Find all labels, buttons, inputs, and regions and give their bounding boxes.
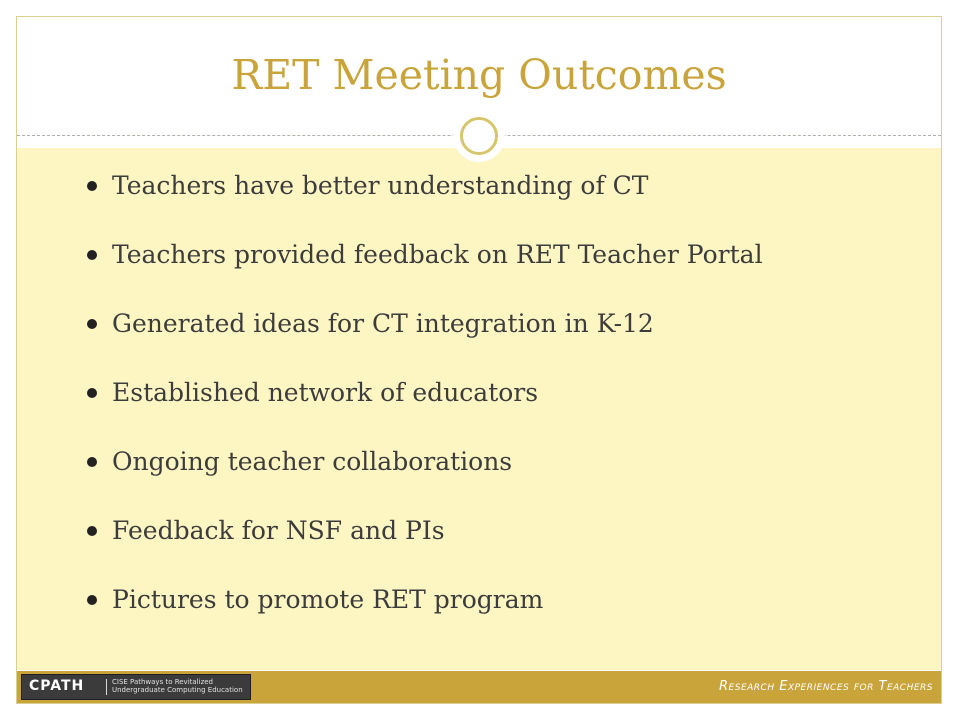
program-name: Research Experiences for Teachers [719,679,933,694]
bullet-dot-icon [87,388,97,398]
bullet-item [85,306,763,375]
bullet-item [85,444,763,513]
bullet-text: Established network of educators [112,378,539,407]
bullet-dot-icon [87,457,97,467]
bullet-text: Pictures to promote RET program [112,585,544,614]
bullet-text: Ongoing teacher collaborations [112,447,513,476]
bullet-item [85,582,763,651]
bullet-item [85,168,763,237]
logo-subtitle-line-2: Undergraduate Computing Education [112,686,243,694]
bullet-item [85,375,763,444]
bullet-item [85,237,763,306]
bullet-dot-icon [87,181,97,191]
cpath-logo [21,674,251,700]
logo-subtitle-line-1: CISE Pathways to Revitalized [112,678,213,686]
bullet-text: Generated ideas for CT integration in K-12 [112,309,654,338]
logo-separator [106,679,107,695]
bullet-text: Teachers provided feedback on RET Teacher Portal [112,240,763,269]
bullet-dot-icon [87,250,97,260]
bullet-text: Feedback for NSF and PIs [112,516,445,545]
bullet-dot-icon [87,319,97,329]
bullet-list [85,168,763,651]
logo-wordmark: CPATH [29,678,85,694]
slide-title: RET Meeting Outcomes [231,51,727,99]
logo-subtitle [112,678,248,694]
bullet-dot-icon [87,526,97,536]
decorative-circle-icon [453,110,505,162]
slide-frame [16,16,942,704]
bullet-text: Teachers have better understanding of CT [112,171,649,200]
bullet-item [85,513,763,582]
footer-bar [17,671,941,703]
bullet-dot-icon [87,595,97,605]
